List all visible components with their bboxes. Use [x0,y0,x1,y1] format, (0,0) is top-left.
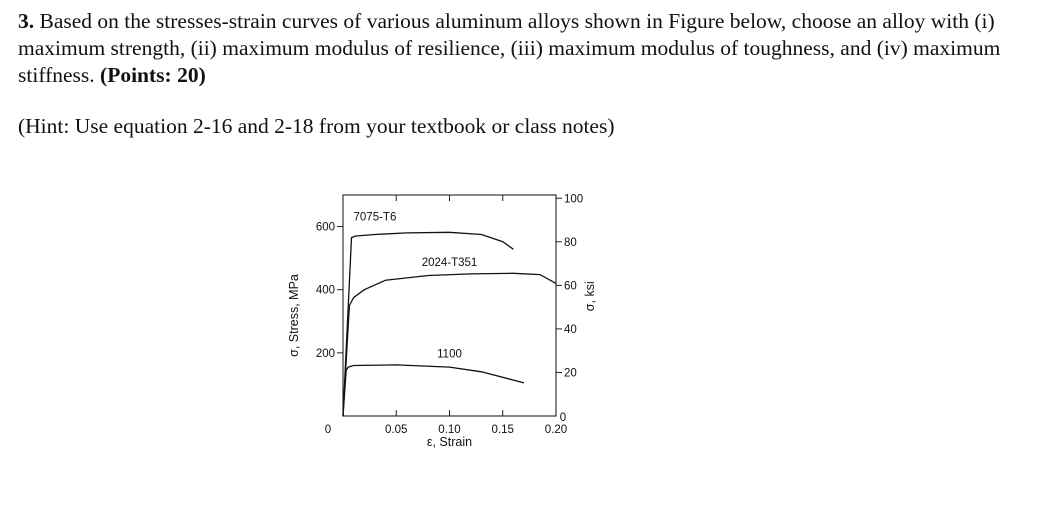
plot-frame [343,195,556,416]
y-tick-label: 200 [315,347,335,360]
y-axis-title: σ, Stress, MPa [287,274,301,357]
question-body: Based on the stresses-strain curves of various aluminum alloys shown in Figure below, choose an alloy with (i) maximum strength, (ii) maximum modulus of resilience, (iii) maximum modulus of toughness, and (iv) maximum stiffness. [18,9,1001,87]
question-points: Points: 20 [107,63,199,87]
x-axis-title: ε, Strain [426,435,473,449]
points-close: ) [198,63,206,87]
y-right-tick-label: 60 [564,280,577,293]
x-tick-label: 0.10 [438,424,461,436]
series-label-7075-t6: 7075-T6 [353,211,397,224]
points-open: ( [100,63,108,87]
y-right-tick-label: 100 [564,193,584,206]
y-right-tick-label: 0 [559,412,567,424]
series-label-1100: 1100 [437,348,462,361]
x-tick-label: 0.15 [491,424,514,436]
y-right-axis-title: σ, ksi [583,281,597,312]
y-right-tick-label: 40 [564,323,577,336]
x-tick-label: 0 [324,424,332,436]
y-right-tick-label: 80 [564,236,577,249]
hint-text: (Hint: Use equation 2-16 and 2-18 from your textbook or class notes) [18,114,615,138]
series-line-1100 [343,365,524,416]
question-number: 3. [18,9,35,33]
series-label-2024-t351: 2024-T351 [421,257,478,270]
series-line-2024-t351 [343,273,556,416]
x-tick-label: 0.20 [544,424,568,436]
x-tick-label: 0.05 [385,424,408,436]
y-tick-label: 600 [315,221,335,234]
y-tick-label: 400 [315,284,335,297]
y-right-tick-label: 20 [564,367,577,380]
